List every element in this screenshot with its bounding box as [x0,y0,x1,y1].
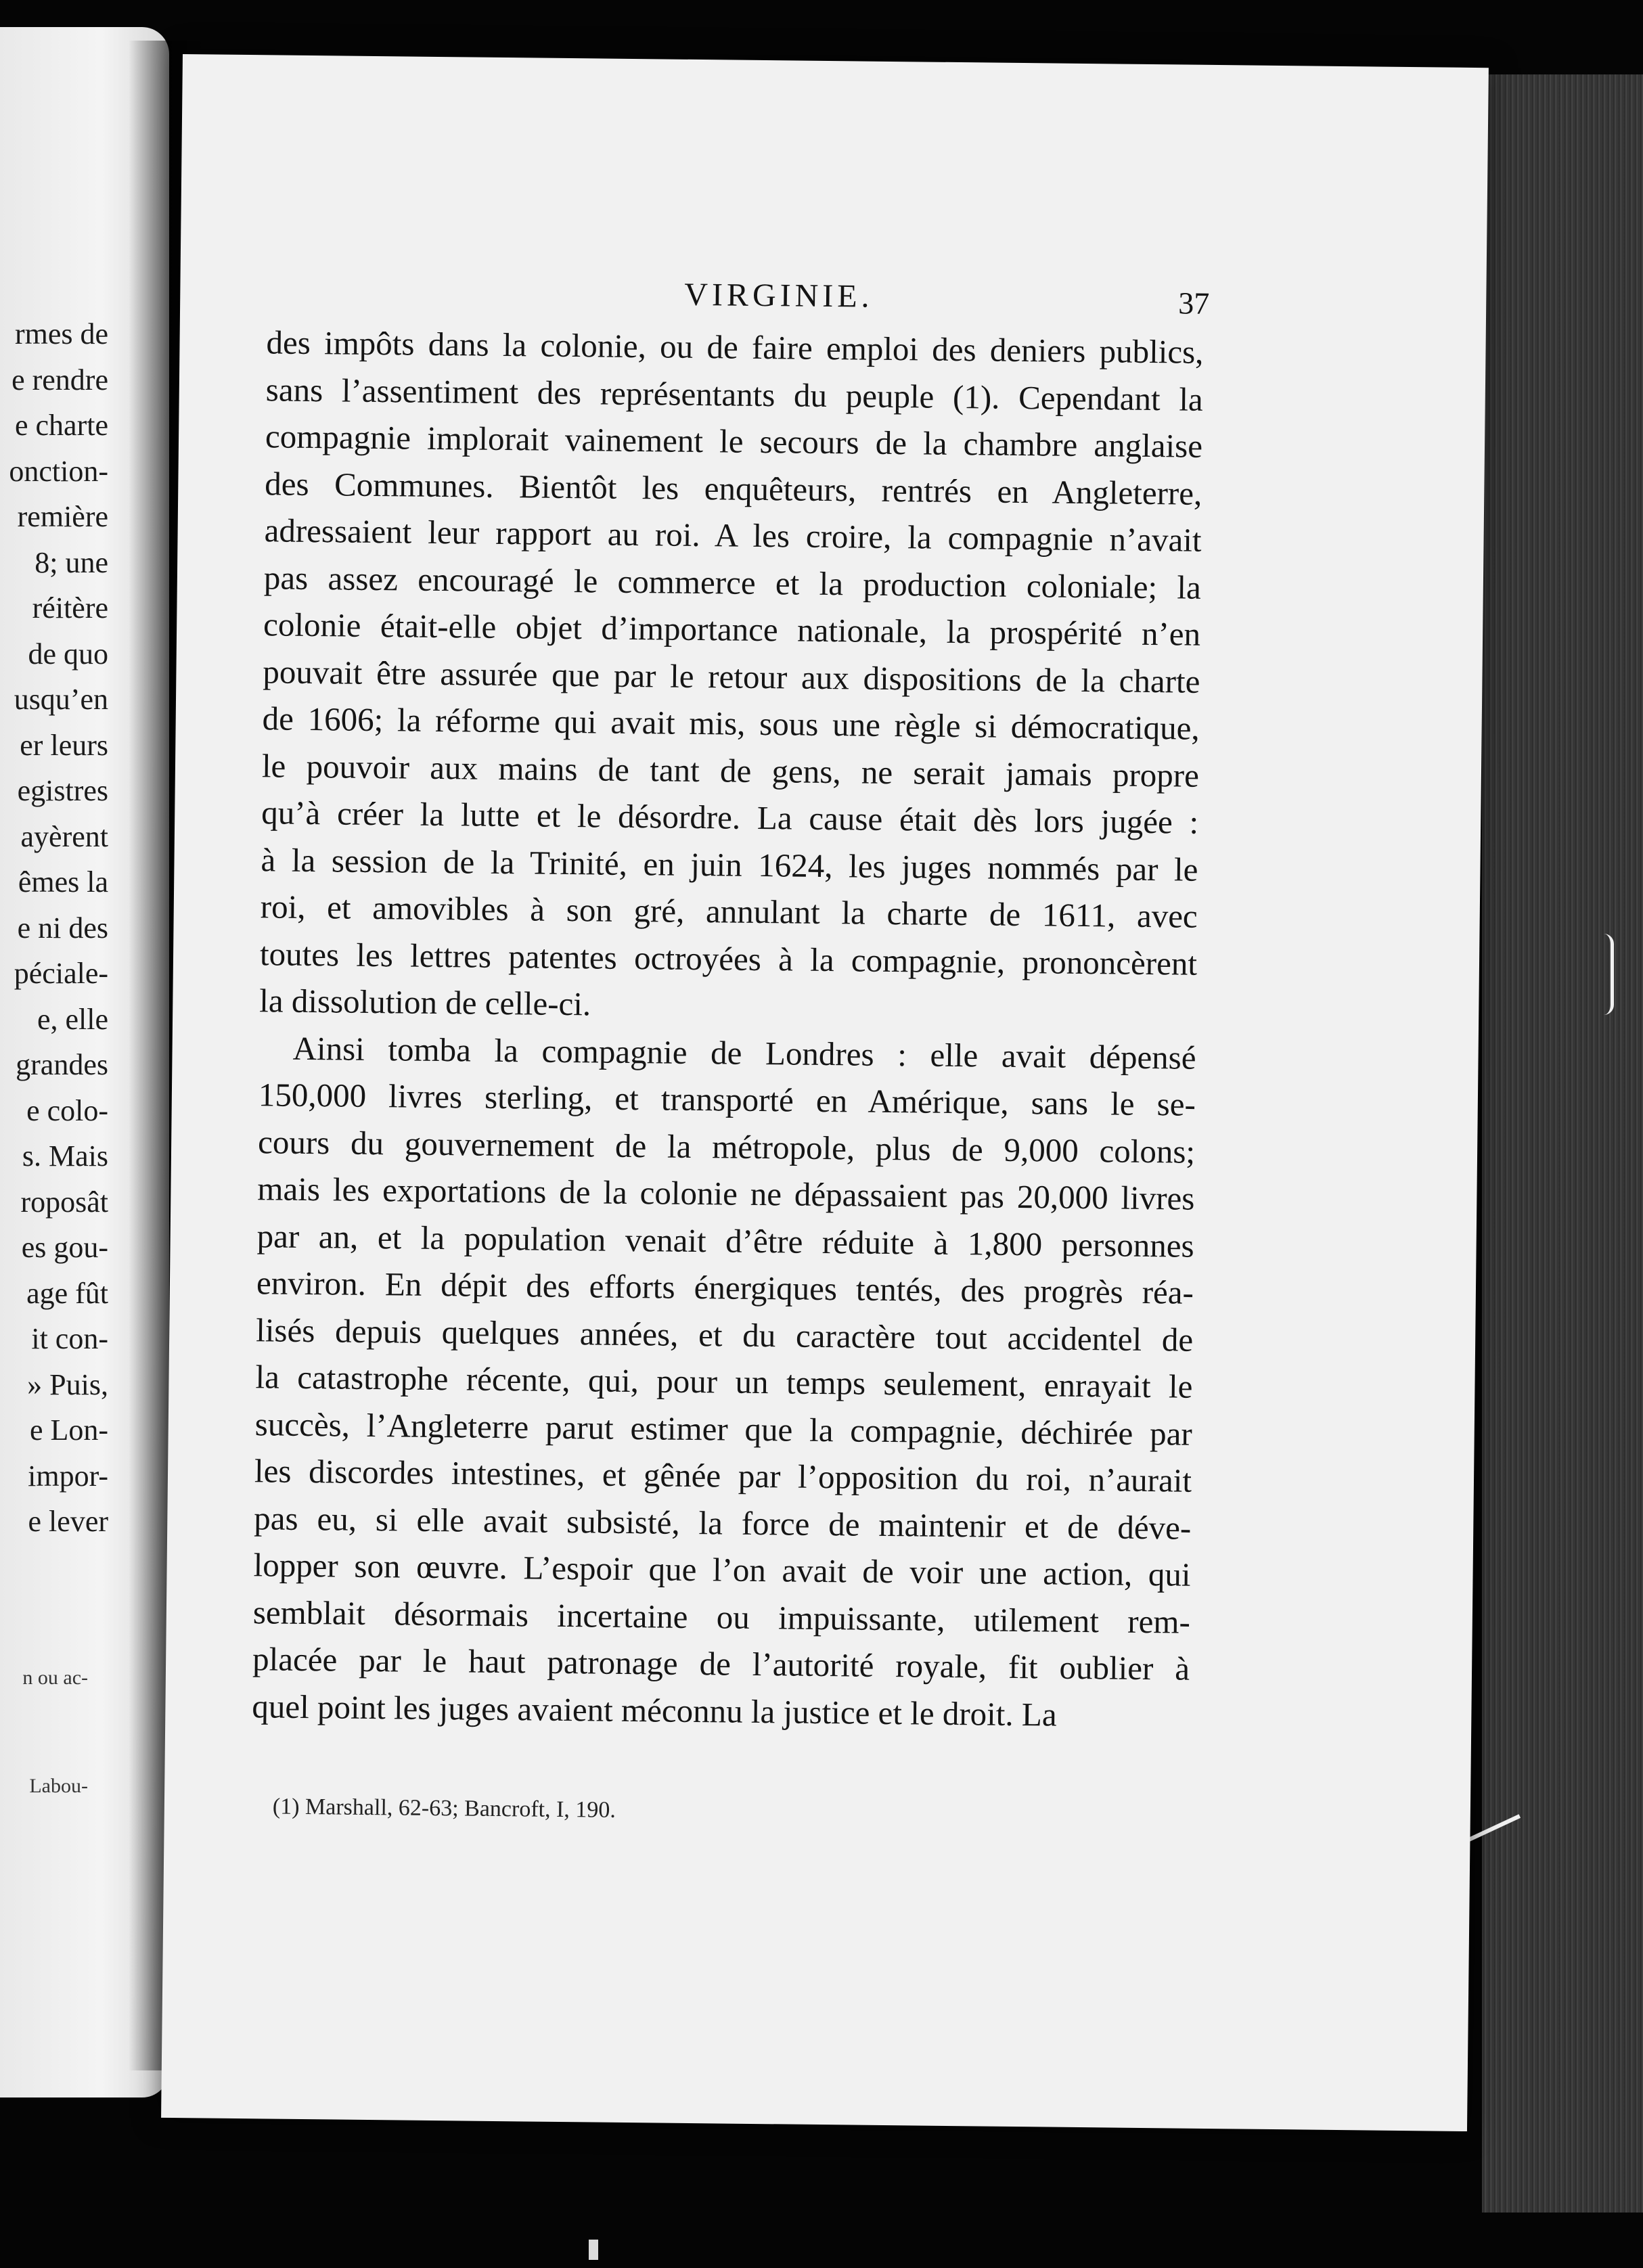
body-text [252,319,1204,1739]
text-line: quel point les juges avaient méconnu la justice et le droit. La [252,1687,1057,1733]
text-line: compagnie implorait vainement le secours de la chambre anglaise [265,417,1203,465]
left-text-fragment: roposât [20,1185,108,1219]
running-head [180,271,1487,325]
left-text-fragment: e colo- [26,1093,108,1127]
text-line: semblait désormais incertaine ou impuissante, utilement rem- [252,1593,1191,1641]
text-line: pouvait être assurée que par le retour aux dispositions de la charte [263,652,1200,700]
text-line: qu’à créer la lutte et le désordre. La cause était dès lors jugée : [261,794,1199,841]
text-line: succès, l’Angleterre parut estimer que la compagnie, déchirée par [254,1405,1193,1453]
left-text-fragment: onction- [9,454,108,488]
running-head-title: VIRGINIE. [684,276,874,315]
left-text-fragment: it con- [31,1322,108,1355]
left-text-fragment: remière [17,500,108,533]
text-line: à la session de la Trinité, en juin 1624, les juges nommés par le [261,840,1198,888]
text-line: par an, et la population venait d’être réduite à 1,800 personnes [256,1217,1194,1265]
left-text-fragment: e lever [28,1505,108,1538]
left-text-fragment: de quo [28,637,108,671]
left-text-fragment: s. Mais [22,1139,108,1173]
text-line: adressaient leur rapport au roi. A les croire, la compagnie n’avait [264,512,1202,559]
left-text-fragment: egistres [17,774,108,807]
text-line: roi, et amovibles à son gré, annulant la charte de 1611, avec [260,888,1198,935]
text-line: toutes les lettres patentes octroyées à la compagnie, prononcèrent [259,934,1198,982]
left-text-fragment: réitère [32,591,108,625]
edge-mark [1604,934,1614,1015]
text-line: des Communes. Bientôt les enquêteurs, rentrés en Angleterre, [265,464,1202,512]
left-footnote-fragment: n ou ac- [22,1666,88,1689]
text-line: lisés depuis quelques années, et du caractère tout accidentel de [255,1311,1194,1359]
text-line: le pouvoir aux mains de tant de gens, ne serait jamais propre [261,746,1200,794]
text-line: lopper son œuvre. L’espoir que l’on avait de voir une action, qui [253,1546,1191,1593]
left-text-fragment: age fût [26,1276,108,1310]
text-line: cours du gouvernement de la métropole, plus de 9,000 colons; [257,1122,1196,1171]
text-line: de 1606; la réforme qui avait mis, sous une règle si démocratique, [262,700,1200,747]
text-line: les discordes intestines, et gênée par l’opposition du roi, n’aurait [254,1452,1192,1499]
left-text-fragment: usqu’en [14,683,108,716]
left-text-fragment: e, elle [37,1002,108,1036]
left-page-text [0,311,108,1545]
text-line: Ainsi tomba la compagnie de Londres : elle avait dépensé [292,1029,1196,1076]
left-text-fragment: e charte [15,409,108,442]
left-text-fragment: es gou- [21,1231,108,1264]
left-text-fragment: rmes de [14,317,108,350]
text-line: des impôts dans la colonie, ou de faire emploi des deniers publics, [266,323,1204,371]
text-line: pas assez encouragé le commerce et la production coloniale; la [263,558,1202,606]
text-line: mais les exportations de la colonie ne dépassaient pas 20,000 livres [257,1170,1195,1217]
left-text-fragment: grandes [16,1048,108,1081]
footnote: (1) Marshall, 62-63; Bancroft, I, 190. [272,1794,616,1823]
text-line: la catastrophe récente, qui, pour un temps seulement, enrayait le [255,1358,1193,1405]
left-text-fragment: e Lon- [29,1413,108,1447]
left-footnote-fragment: Labou- [29,1775,88,1797]
left-text-fragment: impor- [28,1459,108,1493]
left-text-fragment: êmes la [18,865,108,899]
left-text-fragment: e rendre [12,363,108,396]
text-line: environ. En dépit des efforts énergiques tentés, des progrès réa- [256,1264,1194,1311]
text-line: pas eu, si elle avait subsisté, la force de maintenir et de déve- [254,1499,1192,1547]
left-text-fragment: péciale- [14,957,108,990]
page-number: 37 [1177,286,1210,321]
scan-mark [589,2240,598,2260]
page-block-edge [1482,74,1643,2213]
left-text-fragment: 8; une [35,545,108,579]
text-line: la dissolution de celle-ci. [259,982,591,1023]
text-line: sans l’assentiment des représentants du peuple (1). Cependant la [265,370,1204,418]
left-text-fragment: e ni des [17,911,108,945]
left-text-fragment: er leurs [20,728,108,762]
main-page [161,54,1489,2131]
text-line: 150,000 livres sterling, et transporté en Amérique, sans le se- [258,1076,1196,1123]
left-text-fragment: ayèrent [20,819,108,853]
text-line: colonie était-elle objet d’importance nationale, la prospérité n’en [263,606,1201,653]
text-line: placée par le haut patronage de l’autorité royale, fit oublier à [252,1640,1190,1687]
left-page-footnotes [0,1624,88,1840]
left-text-fragment: » Puis, [27,1367,108,1401]
